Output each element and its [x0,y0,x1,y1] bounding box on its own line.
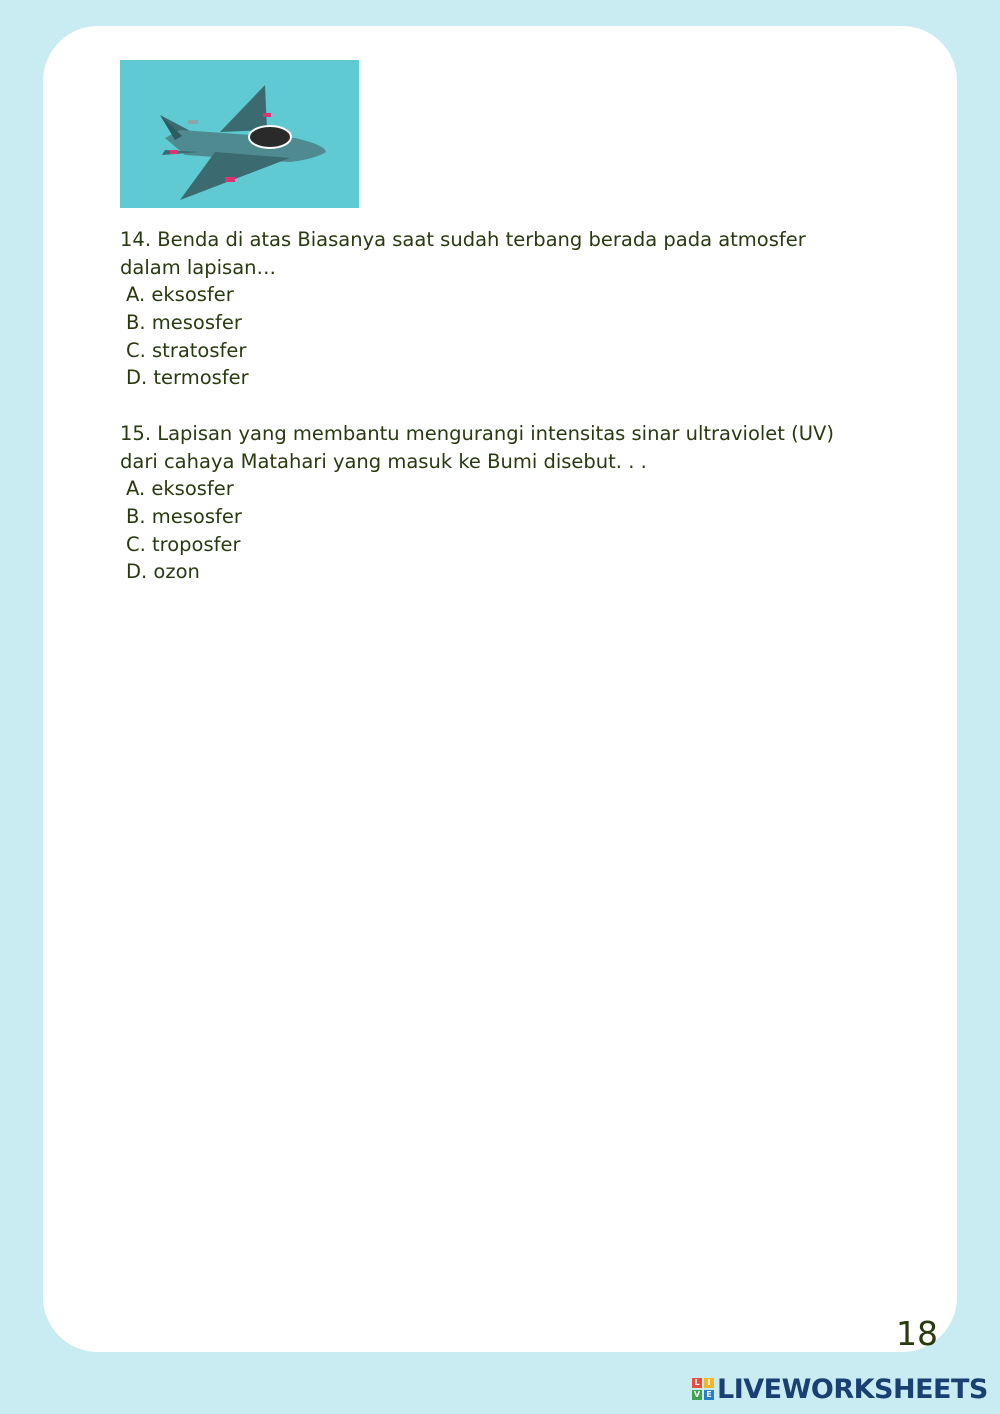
jet-airplane-image [120,60,359,208]
option-a[interactable]: A. eksosfer [126,283,234,306]
brand-name: LIVEWORKSHEETS [717,1373,988,1405]
liveworksheets-logo-icon [692,1378,714,1400]
option-b[interactable]: B. mesosfer [126,504,242,528]
page-number: 18 [896,1314,938,1353]
logo-letter: L [692,1378,702,1388]
logo-letter: I [704,1378,714,1388]
question-text: 14. Benda di atas Biasanya saat sudah terbang berada pada atmosfer dalam lapisan… [120,228,806,279]
option-d[interactable]: D. termosfer [126,366,249,390]
logo-letter: E [704,1390,714,1400]
worksheet-page [43,26,957,1352]
logo-letter: V [693,1390,701,1399]
option-c[interactable]: C. troposfer [126,532,241,556]
option-d[interactable]: D. ozon [126,560,200,584]
liveworksheets-brand[interactable] [692,1374,988,1404]
option-b[interactable]: B. mesosfer [126,310,242,334]
option-c[interactable]: C. stratosfer [126,338,247,362]
question-15 [120,420,840,586]
question-text: 15. Lapisan yang membantu mengurangi intensitas sinar ultraviolet (UV) dari cahaya Matahari yang masuk ke Bumi disebut. . . [120,422,834,473]
option-a[interactable]: A. eksosfer [126,477,234,500]
question-14 [120,226,840,392]
jet-airplane-icon [120,60,359,208]
